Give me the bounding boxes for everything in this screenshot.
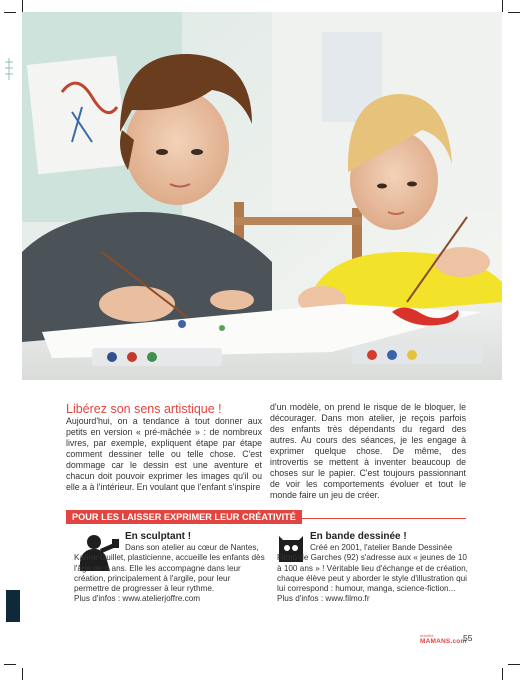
- edge-tab: [6, 590, 20, 622]
- box-left-title: En sculptant !: [125, 531, 192, 542]
- crop-mark: [22, 0, 23, 12]
- article-heading: Libérez son sens artistique !: [66, 402, 222, 416]
- crop-mark: [4, 664, 16, 665]
- crop-mark: [4, 12, 16, 13]
- logo-name: MAMANS.com: [420, 638, 467, 645]
- crop-mark: [502, 0, 503, 12]
- article-column-right: d'un modèle, on prend le risque de le bloquer, le décourager. Dans mon atelier, je reçois parfois des enfants très dépendants du regard des autres. Au cours des séances, je les engage à exprimer quelque chose. De même, des introvertis se mettent à inventer beaucoup de choses sur le papier. C'est toujours passionnant de voir les comportements évoluer et tout le monde faire un jeu de créer.: [270, 402, 466, 501]
- children-painting-photo: [22, 12, 502, 380]
- logo-prefix: maville: [420, 633, 434, 638]
- box-right-title: En bande dessinée !: [310, 531, 407, 542]
- box-right-description: Créé en 2001, l'atelier Bande Dessinée Filmo de Garches (92) s'adresse aux « jeunes de 10 à 100 ans » ! Véritable lieu d'échange et de création, chaque élève peut y aborder le style d'illustration qui lui correspond : humour, manga, science-fiction...: [277, 543, 468, 594]
- box-left-info: Plus d'infos : www.atelierjoffre.com: [74, 594, 201, 604]
- crop-mark: [508, 12, 520, 13]
- magazine-logo: [420, 634, 466, 645]
- section-banner: POUR LES LAISSER EXPRIMER LEUR CRÉATIVITÉ: [66, 510, 302, 524]
- box-left-text: [74, 543, 266, 605]
- registration-mark: [4, 58, 14, 80]
- page-number: 55: [463, 633, 473, 643]
- article-column-left: Aujourd'hui, on a tendance à tout donner aux petits en version « pré-mâchée » : de nombreux livres, par exemple, expliquent étape par étape comment dessiner telle ou telle chose. C'est dommage car le dessin est une aventure et chacun doit pouvoir exprimer les images qu'il ou elle a à l'intérieur. En voulant que l'enfant s'inspire: [66, 416, 262, 493]
- crop-mark: [22, 668, 23, 680]
- box-right-text: [277, 543, 469, 605]
- crop-mark: [508, 664, 520, 665]
- crop-mark: [502, 668, 503, 680]
- box-right-info: Plus d'infos : www.filmo.fr: [277, 594, 370, 604]
- box-left-description: Dans son atelier au cœur de Nantes, Karine Guillet, plasticienne, accueille les enfants dès l'âge de 6 ans. Elle les accompagne dans leur création, principalement à l'argile, pour leur permettre de progresser à leur rythme.: [74, 543, 265, 594]
